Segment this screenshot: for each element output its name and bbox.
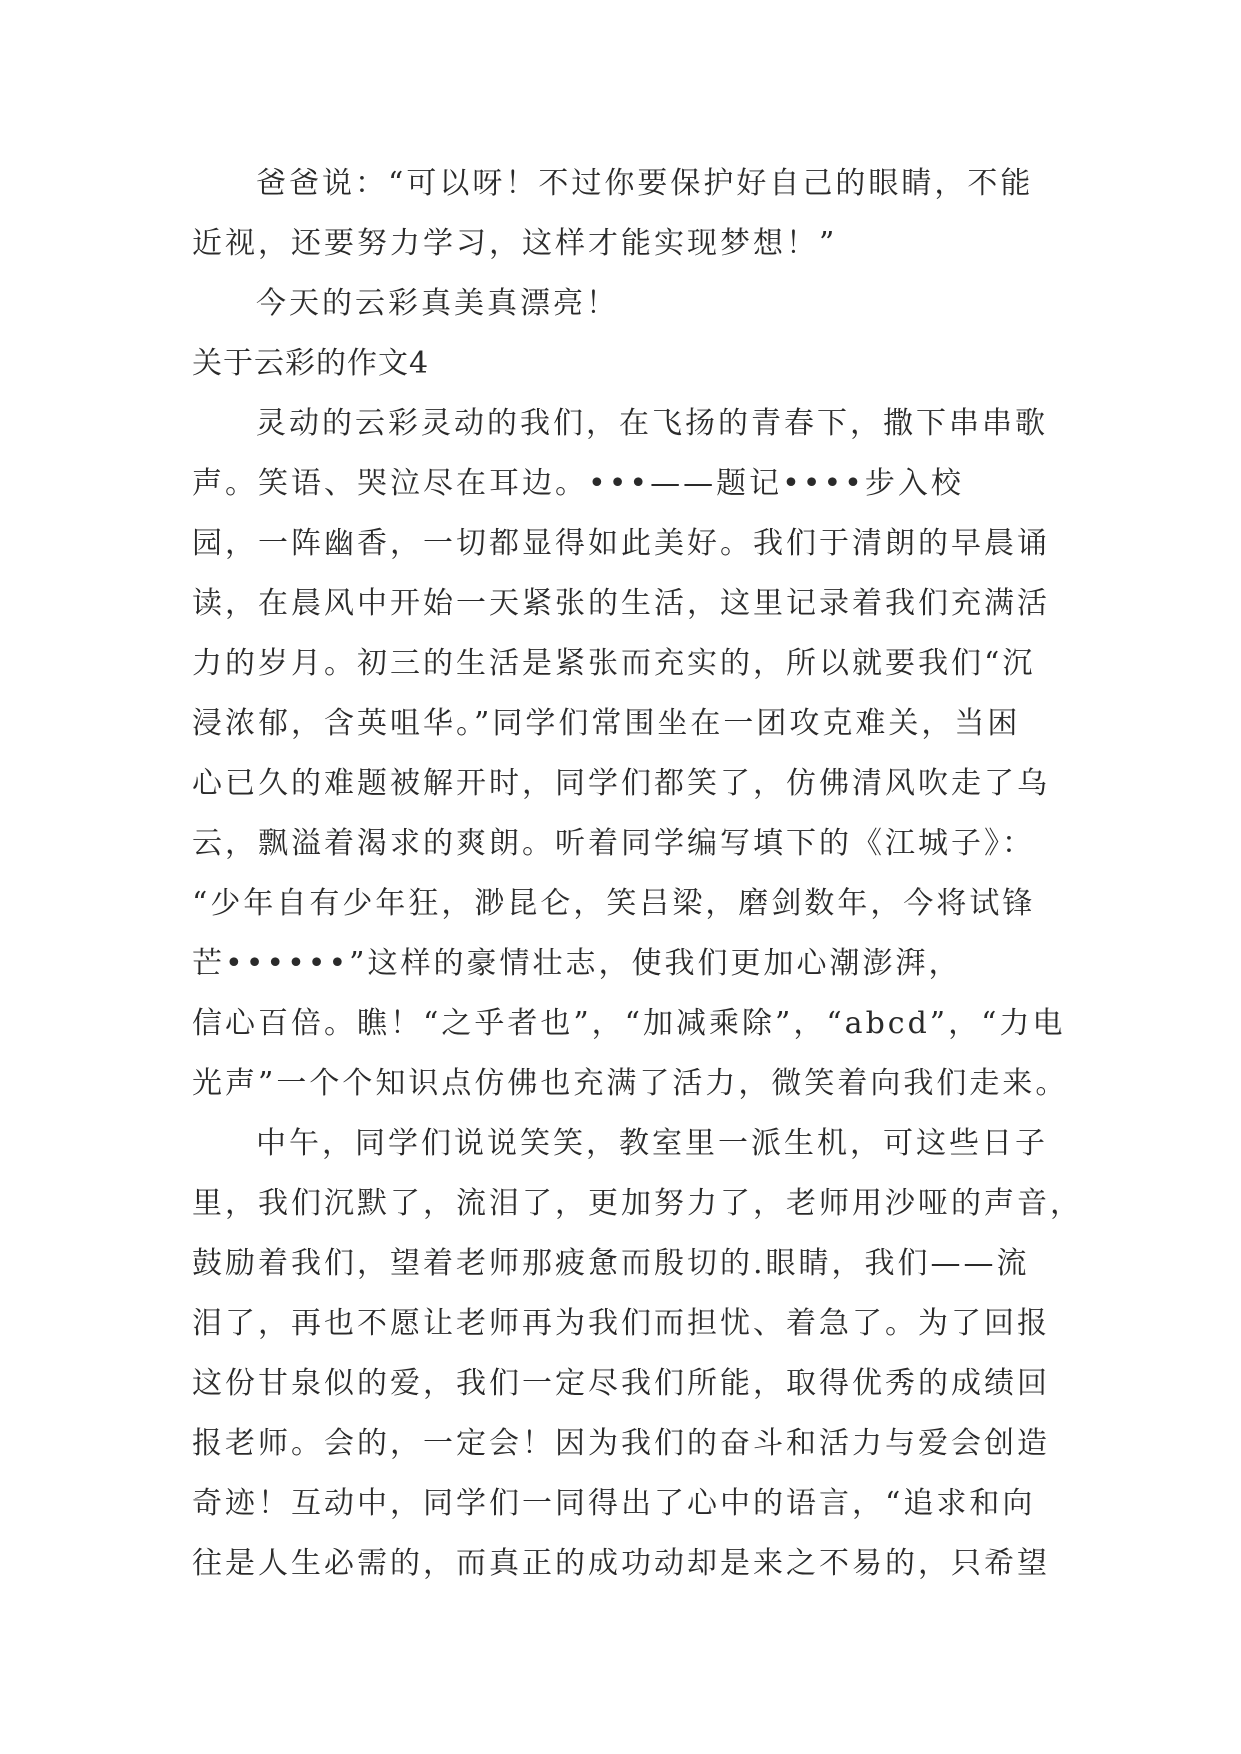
- paragraph-line: 中午，同学们说说笑笑，教室里一派生机，可这些日子: [256, 1126, 1048, 1161]
- paragraph-line: 信心百倍。瞧！“之乎者也”，“加减乘除”，“abcd”，“力电: [192, 1006, 1066, 1041]
- paragraph-line: 鼓励着我们，望着老师那疲惫而殷切的.眼睛，我们——流: [192, 1246, 1030, 1281]
- section-heading: 关于云彩的作文4: [192, 346, 430, 381]
- paragraph-line: 里，我们沉默了，流泪了，更加努力了，老师用沙哑的声音，: [192, 1186, 1083, 1221]
- paragraph-line: 今天的云彩真美真漂亮！: [256, 286, 619, 321]
- paragraph-line: “少年自有少年狂，渺昆仑，笑吕梁，磨剑数年，今将试锋: [192, 886, 1036, 921]
- paragraph-line: 奇迹！互动中，同学们一同得出了心中的语言，“追求和向: [192, 1486, 1036, 1521]
- paragraph-line: 往是人生必需的，而真正的成功动却是来之不易的，只希望: [192, 1546, 1050, 1581]
- paragraph-line: 芒••••••”这样的豪情壮志，使我们更加心潮澎湃，: [192, 946, 962, 981]
- paragraph-line: 这份甘泉似的爱，我们一定尽我们所能，取得优秀的成绩回: [192, 1366, 1050, 1401]
- paragraph-line: 报老师。会的，一定会！因为我们的奋斗和活力与爱会创造: [192, 1426, 1050, 1461]
- document-body: [192, 154, 1083, 1594]
- paragraph-line: 园，一阵幽香，一切都显得如此美好。我们于清朗的早晨诵: [192, 526, 1050, 561]
- paragraph-line: 灵动的云彩灵动的我们，在飞扬的青春下，撒下串串歌: [256, 406, 1048, 441]
- paragraph-line: 心已久的难题被解开时，同学们都笑了，仿佛清风吹走了乌: [192, 766, 1050, 801]
- paragraph-line: 云，飘溢着渴求的爽朗。听着同学编写填下的《江城子》：: [192, 826, 1035, 861]
- paragraph-line: 近视，还要努力学习，这样才能实现梦想！”: [192, 226, 838, 261]
- paragraph-line: 爸爸说：“可以呀！不过你要保护好自己的眼睛，不能: [256, 166, 1034, 201]
- paragraph-line: 力的岁月。初三的生活是紧张而充实的，所以就要我们“沉: [192, 646, 1036, 681]
- paragraph-line: 读，在晨风中开始一天紧张的生活，这里记录着我们充满活: [192, 586, 1050, 621]
- paragraph-line: 浸浓郁，含英咀华。”同学们常围坐在一团攻克难关，当困: [192, 706, 1021, 741]
- paragraph-line: 泪了，再也不愿让老师再为我们而担忧、着急了。为了回报: [192, 1306, 1050, 1341]
- paragraph-line: 光声”一个个知识点仿佛也充满了活力，微笑着向我们走来。: [192, 1066, 1069, 1101]
- paragraph-line: 声。笑语、哭泣尽在耳边。•••——题记••••步入校: [192, 466, 964, 501]
